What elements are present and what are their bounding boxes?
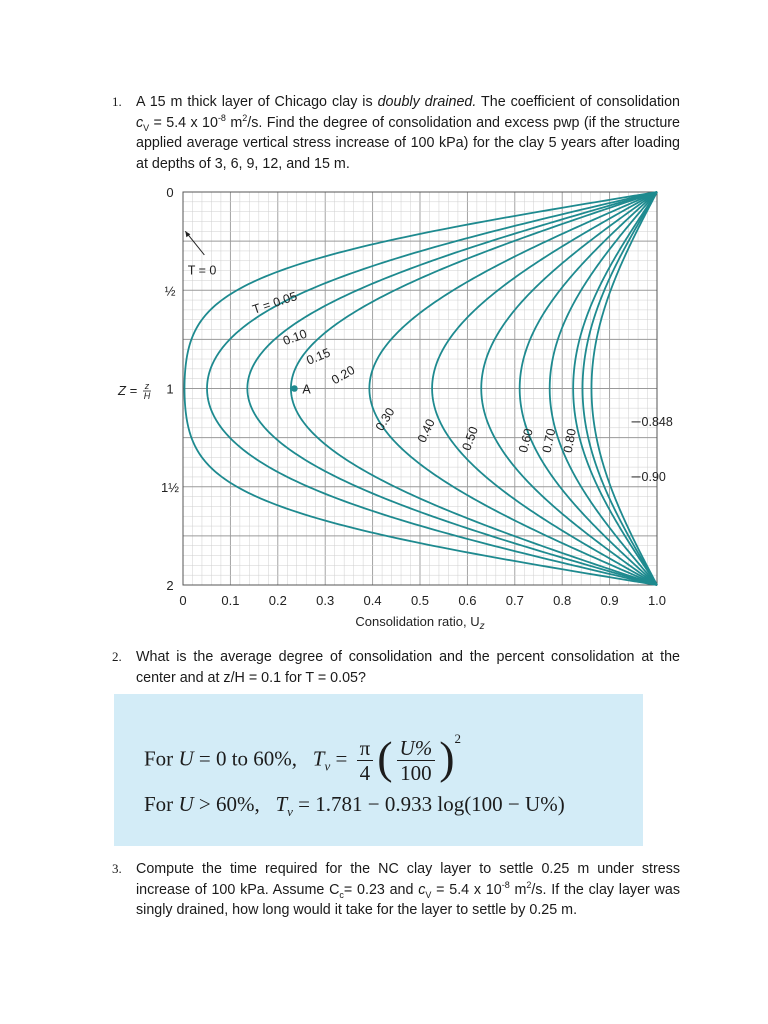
- x-tick-label: 0.1: [221, 593, 240, 608]
- curve-label: 0.848: [641, 414, 673, 429]
- formula-tv-high: For U > 60%, $T_v = 1.781 - 0.933$ log(100 − U%): [144, 792, 565, 820]
- x-tick-label: 0.8: [553, 593, 572, 608]
- formula-box: [114, 694, 643, 846]
- isochrone-plot: [100, 180, 680, 635]
- x-tick-label: 1.0: [647, 593, 667, 608]
- curve-label: T = 0.05: [250, 289, 299, 317]
- x-tick-label: 0.4: [363, 593, 382, 608]
- curve-label: 0.10: [281, 326, 309, 349]
- y-tick-label: 1½: [160, 479, 180, 495]
- curve-label: 0.15: [304, 345, 333, 368]
- question-number: 1.: [112, 94, 122, 109]
- x-tick-label: 0.5: [410, 593, 430, 608]
- curve-label: 0.70: [539, 427, 559, 454]
- point-a-marker: [291, 385, 298, 392]
- x-tick-label: 0.3: [316, 593, 335, 608]
- question-2: [112, 647, 680, 688]
- question-1: [112, 92, 680, 174]
- x-tick-label: 0.2: [268, 593, 287, 608]
- curve-label: 0.90: [641, 469, 666, 484]
- point-a-label: A: [302, 382, 311, 397]
- curve-label: 0.30: [372, 405, 398, 434]
- pi-over-4: $\frac{\pi}{4}$: [357, 736, 374, 785]
- curve-label: 0.50: [459, 424, 481, 453]
- x-axis-label: Consolidation ratio, $U_z$: [355, 614, 485, 632]
- y-tick-label: 1: [166, 381, 174, 397]
- formula-tv-low: For U = 0 to 60%, $T_v$ = $\frac{\pi}{4}$ ( $\frac{U\%}{100}$ )$^2$: [144, 731, 462, 785]
- question-text: A 15 m thick layer of Chicago clay is doubly drained. The coefficient of consolidation $c_V = 5.4$ x $10^{-8}$ $m^2/s$. Find the degree of consolidation and excess pwp (if the structure applied average vertical stress increase of 100 kPa) for the clay 5 years after loading at depths of 3, 6, 9, 12, and 15 m.: [136, 94, 680, 172]
- question-number: 3.: [112, 861, 122, 876]
- svg-text:Z =: Z =: [118, 383, 138, 398]
- x-tick-label: 0.6: [458, 593, 477, 608]
- y-tick-label: 2: [166, 578, 174, 593]
- consolidation-chart: [100, 180, 680, 640]
- curve-label: 0.60: [516, 426, 536, 455]
- svg-text:H: H: [143, 391, 151, 401]
- question-3: [112, 859, 680, 921]
- x-tick-label: 0: [179, 593, 187, 608]
- question-text: Compute the time required for the NC clay layer to settle 0.25 m under stress increase of 100 kPa. Assume $C_c= 0.23$ and $c_V = 5.4$ x $10^{-8}$ $m^2/s$. If the clay layer was singly drained, how long would it take for the layer to settle by 0.25 m.: [136, 861, 680, 918]
- x-tick-label: 0.9: [600, 593, 619, 608]
- y-axis-label: [117, 381, 151, 401]
- question-text: What is the average degree of consolidation and the percent consolidation at the center and at z/H = 0.1 for T = 0.05?: [136, 649, 680, 686]
- svg-text:z: z: [144, 381, 150, 391]
- y-tick-label: 0: [166, 185, 174, 200]
- t0-label: T = 0: [187, 263, 217, 278]
- question-number: 2.: [112, 649, 122, 664]
- x-tick-label: 0.7: [505, 593, 524, 608]
- y-tick-label: ½: [164, 283, 176, 299]
- curve-label: 0.80: [560, 427, 579, 454]
- u-over-100: $\frac{U\%}{100}$: [397, 736, 436, 785]
- curve-label: 0.40: [414, 416, 438, 445]
- curve-label: 0.20: [329, 362, 358, 388]
